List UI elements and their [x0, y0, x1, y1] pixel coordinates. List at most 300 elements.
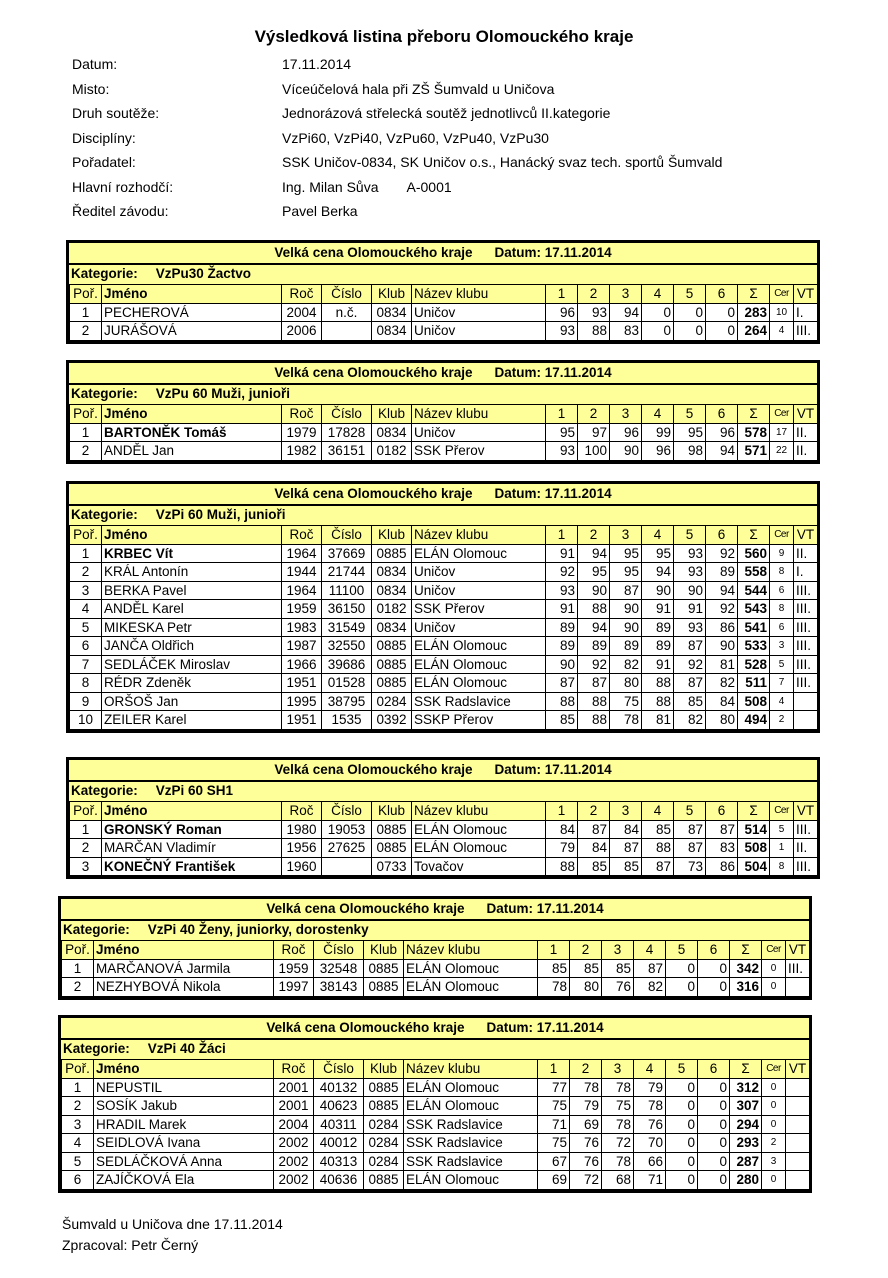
cell-s5: 73 [674, 857, 706, 876]
column-header-year: Roč [282, 405, 322, 424]
cell-s3: 89 [610, 637, 642, 656]
cell-s3: 83 [610, 322, 642, 341]
column-header-s3: 3 [610, 285, 642, 304]
cell-s3: 78 [602, 1152, 634, 1171]
cell-rank: 4 [70, 600, 102, 619]
info-label: Pořadatel: [72, 154, 136, 170]
results-table [61, 940, 810, 997]
cell-number: 40132 [314, 1078, 364, 1097]
cell-number: 17828 [322, 423, 372, 442]
cell-number: 40636 [314, 1171, 364, 1190]
cell-rank: 9 [70, 692, 102, 711]
cell-year: 2002 [274, 1134, 314, 1153]
footer-place-date: Šumvald u Uničova dne 17.11.2014 [62, 1216, 283, 1232]
cell-vt: III. [794, 618, 818, 637]
cell-name: KONEČNÝ František [102, 857, 282, 876]
cell-s5: 91 [674, 600, 706, 619]
cell-sum: 287 [730, 1152, 762, 1171]
cell-number: 40311 [314, 1115, 364, 1134]
cell-cer: 2 [770, 711, 794, 730]
table-row [70, 618, 818, 637]
column-header-rank: Poř. [62, 1060, 94, 1079]
column-header-number: Číslo [314, 1060, 364, 1079]
cell-year: 1960 [282, 857, 322, 876]
cell-rank: 5 [70, 618, 102, 637]
cell-number: 39686 [322, 655, 372, 674]
column-header-rank: Poř. [70, 526, 102, 545]
column-header-rank: Poř. [70, 285, 102, 304]
cell-vt: I. [794, 563, 818, 582]
cell-s4: 91 [642, 600, 674, 619]
cell-sum: 264 [738, 322, 770, 341]
cell-s6: 0 [698, 1115, 730, 1134]
cell-s5: 87 [674, 820, 706, 839]
cell-sum: 528 [738, 655, 770, 674]
cell-year: 1982 [282, 442, 322, 461]
cell-cer: 22 [770, 442, 794, 461]
block-date: Datum: 17.11.2014 [486, 1020, 604, 1035]
cell-s2: 87 [578, 674, 610, 693]
cell-cer: 6 [770, 618, 794, 637]
column-header-name: Jméno [94, 941, 274, 960]
cell-name: ZEILER Karel [102, 711, 282, 730]
column-header-s5: 5 [674, 285, 706, 304]
column-header-s2: 2 [570, 941, 602, 960]
cell-s6: 83 [706, 839, 738, 858]
block-heading [61, 899, 809, 919]
cell-s4: 79 [634, 1078, 666, 1097]
column-header-name: Jméno [102, 405, 282, 424]
cell-name: SEDLÁČEK Miroslav [102, 655, 282, 674]
cell-vt: III. [794, 857, 818, 876]
cell-club-name: ELÁN Olomouc [404, 1097, 538, 1116]
cell-s3: 85 [610, 857, 642, 876]
judge-name: Ing. Milan Sůva [282, 178, 379, 195]
cell-number: 36150 [322, 600, 372, 619]
cell-s4: 91 [642, 655, 674, 674]
cell-club: 0182 [372, 600, 412, 619]
cell-s3: 82 [610, 655, 642, 674]
cell-year: 1951 [282, 674, 322, 693]
cell-club: 0733 [372, 857, 412, 876]
column-header-s6: 6 [698, 1060, 730, 1079]
cell-year: 1951 [282, 711, 322, 730]
column-header-sum: Σ [738, 405, 770, 424]
block-heading [69, 363, 817, 383]
cell-vt: III. [794, 600, 818, 619]
cell-club: 0885 [372, 674, 412, 693]
cell-cer: 8 [770, 600, 794, 619]
cell-s3: 87 [610, 839, 642, 858]
column-header-year: Roč [274, 1060, 314, 1079]
column-header-sum: Σ [738, 526, 770, 545]
table-header-row [62, 1060, 810, 1079]
column-header-name: Jméno [102, 802, 282, 821]
cell-rank: 10 [70, 711, 102, 730]
cell-s5: 87 [674, 839, 706, 858]
table-header-row [70, 802, 818, 821]
cell-s2: 84 [578, 839, 610, 858]
cell-vt: II. [794, 423, 818, 442]
cell-s4: 87 [642, 857, 674, 876]
cell-s4: 0 [642, 322, 674, 341]
column-header-s5: 5 [674, 526, 706, 545]
cell-s2: 97 [578, 423, 610, 442]
column-header-number: Číslo [322, 405, 372, 424]
column-header-cer: Cer [770, 285, 794, 304]
cell-s6: 82 [706, 674, 738, 693]
column-header-year: Roč [282, 285, 322, 304]
column-header-name: Jméno [102, 285, 282, 304]
cell-number [322, 857, 372, 876]
results-table [69, 801, 818, 876]
column-header-sum: Σ [738, 285, 770, 304]
column-header-s4: 4 [634, 941, 666, 960]
column-header-club: Klub [372, 802, 412, 821]
cell-s4: 88 [642, 839, 674, 858]
cell-s4: 82 [634, 978, 666, 997]
cell-s1: 93 [546, 322, 578, 341]
results-block [66, 360, 820, 464]
cell-rank: 6 [70, 637, 102, 656]
cell-club: 0182 [372, 442, 412, 461]
cell-vt: III. [794, 581, 818, 600]
cell-club: 0834 [372, 618, 412, 637]
cell-s5: 0 [666, 959, 698, 978]
cell-cer: 0 [762, 1171, 786, 1190]
cell-cer: 3 [770, 637, 794, 656]
cell-club: 0284 [364, 1152, 404, 1171]
cell-rank: 1 [70, 544, 102, 563]
cell-s2: 78 [570, 1078, 602, 1097]
cell-s1: 85 [538, 959, 570, 978]
column-header-cer: Cer [762, 1060, 786, 1079]
cell-name: ZAJÍČKOVÁ Ela [94, 1171, 274, 1190]
cell-s3: 68 [602, 1171, 634, 1190]
cell-year: 2001 [274, 1078, 314, 1097]
cell-year: 2006 [282, 322, 322, 341]
block-heading [69, 484, 817, 504]
cell-club: 0885 [364, 1078, 404, 1097]
info-label: Hlavní rozhodčí: [72, 178, 174, 195]
cell-club: 0885 [372, 820, 412, 839]
cell-number: 40313 [314, 1152, 364, 1171]
column-header-club-name: Název klubu [404, 1060, 538, 1079]
cell-rank: 2 [70, 563, 102, 582]
block-date: Datum: 17.11.2014 [494, 486, 612, 501]
cell-sum: 533 [738, 637, 770, 656]
cell-s2: 85 [578, 857, 610, 876]
cell-club-name: ELÁN Olomouc [404, 1078, 538, 1097]
cell-rank: 6 [62, 1171, 94, 1190]
cell-rank: 5 [62, 1152, 94, 1171]
table-row [62, 1152, 810, 1171]
cell-club-name: Uničov [412, 423, 546, 442]
cell-s2: 95 [578, 563, 610, 582]
table-row [62, 1134, 810, 1153]
category-name: VzPi 40 Ženy, juniorky, dorostenky [147, 922, 369, 937]
cell-cer: 8 [770, 857, 794, 876]
block-title: Velká cena Olomouckého kraje [274, 762, 473, 777]
cell-cer: 0 [762, 978, 786, 997]
cell-s4: 71 [634, 1171, 666, 1190]
cell-s4: 88 [642, 692, 674, 711]
cell-s5: 0 [666, 1097, 698, 1116]
table-row [70, 600, 818, 619]
column-header-year: Roč [282, 802, 322, 821]
cell-club: 0834 [372, 563, 412, 582]
judge-license: A-0001 [406, 178, 452, 195]
table-row [70, 839, 818, 858]
cell-s3: 80 [610, 674, 642, 693]
cell-s3: 90 [610, 442, 642, 461]
column-header-s5: 5 [666, 941, 698, 960]
cell-rank: 2 [70, 442, 102, 461]
cell-s6: 86 [706, 857, 738, 876]
cell-vt [786, 1171, 810, 1190]
cell-s5: 0 [666, 1134, 698, 1153]
cell-name: NEZHYBOVÁ Nikola [94, 978, 274, 997]
results-block [58, 896, 812, 1000]
results-block [66, 757, 820, 879]
cell-number: 32548 [314, 959, 364, 978]
cell-number: 40623 [314, 1097, 364, 1116]
column-header-s1: 1 [546, 526, 578, 545]
cell-s1: 93 [546, 581, 578, 600]
block-title: Velká cena Olomouckého kraje [274, 245, 473, 260]
cell-sum: 558 [738, 563, 770, 582]
cell-vt: III. [794, 674, 818, 693]
table-row [62, 1171, 810, 1190]
cell-year: 2002 [274, 1152, 314, 1171]
column-header-vt: VT [786, 941, 810, 960]
cell-s2: 88 [578, 322, 610, 341]
cell-vt: II. [794, 839, 818, 858]
cell-year: 1980 [282, 820, 322, 839]
table-row [70, 820, 818, 839]
block-title: Velká cena Olomouckého kraje [266, 1020, 465, 1035]
cell-year: 1959 [282, 600, 322, 619]
column-header-vt: VT [794, 802, 818, 821]
cell-s5: 93 [674, 544, 706, 563]
cell-s1: 71 [538, 1115, 570, 1134]
column-header-s4: 4 [642, 405, 674, 424]
block-heading [69, 760, 817, 780]
cell-year: 1964 [282, 544, 322, 563]
cell-club-name: Uničov [412, 322, 546, 341]
column-header-s6: 6 [706, 405, 738, 424]
category-row [61, 1038, 809, 1059]
cell-rank: 1 [70, 820, 102, 839]
cell-s4: 70 [634, 1134, 666, 1153]
column-header-sum: Σ [738, 802, 770, 821]
cell-sum: 508 [738, 839, 770, 858]
cell-name: JANČA Oldřich [102, 637, 282, 656]
cell-s2: 85 [570, 959, 602, 978]
table-row [62, 978, 810, 997]
column-header-rank: Poř. [70, 802, 102, 821]
results-block [66, 240, 820, 344]
cell-s2: 89 [578, 637, 610, 656]
cell-s6: 0 [698, 1171, 730, 1190]
category-row [61, 919, 809, 940]
cell-year: 1959 [274, 959, 314, 978]
cell-club: 0834 [372, 303, 412, 322]
cell-cer: 17 [770, 423, 794, 442]
cell-cer: 8 [770, 563, 794, 582]
column-header-year: Roč [274, 941, 314, 960]
cell-vt: III. [786, 959, 810, 978]
column-header-s1: 1 [546, 285, 578, 304]
cell-s1: 77 [538, 1078, 570, 1097]
category-name: VzPi 60 SH1 [155, 783, 234, 798]
cell-sum: 508 [738, 692, 770, 711]
cell-sum: 316 [730, 978, 762, 997]
info-value: Jednorázová střelecká soutěž jednotlivců II.kategorie [282, 105, 611, 121]
cell-club-name: ELÁN Olomouc [412, 674, 546, 693]
cell-rank: 1 [62, 959, 94, 978]
cell-s4: 89 [642, 618, 674, 637]
cell-s1: 75 [538, 1134, 570, 1153]
cell-club: 0885 [364, 978, 404, 997]
cell-sum: 543 [738, 600, 770, 619]
category-row [69, 383, 817, 404]
cell-s4: 85 [642, 820, 674, 839]
cell-number: 11100 [322, 581, 372, 600]
cell-vt [786, 1115, 810, 1134]
cell-club-name: Uničov [412, 303, 546, 322]
cell-club-name: ELÁN Olomouc [404, 959, 538, 978]
info-label: Disciplíny: [72, 129, 136, 146]
cell-cer: 5 [770, 655, 794, 674]
column-header-s4: 4 [642, 526, 674, 545]
column-header-s4: 4 [634, 1060, 666, 1079]
cell-s2: 88 [578, 600, 610, 619]
table-row [70, 563, 818, 582]
cell-sum: 514 [738, 820, 770, 839]
cell-s2: 69 [570, 1115, 602, 1134]
cell-sum: 280 [730, 1171, 762, 1190]
column-header-club-name: Název klubu [412, 802, 546, 821]
block-heading [69, 243, 817, 263]
cell-s5: 98 [674, 442, 706, 461]
cell-s5: 95 [674, 423, 706, 442]
cell-vt: I. [794, 303, 818, 322]
footer-processed-by: Zpracoval: Petr Černý [62, 1237, 199, 1253]
column-header-s3: 3 [602, 1060, 634, 1079]
column-header-s6: 6 [706, 526, 738, 545]
cell-s2: 94 [578, 544, 610, 563]
column-header-number: Číslo [322, 802, 372, 821]
cell-s5: 90 [674, 581, 706, 600]
cell-s5: 87 [674, 637, 706, 656]
column-header-s2: 2 [578, 405, 610, 424]
cell-rank: 2 [70, 839, 102, 858]
table-row [70, 637, 818, 656]
cell-s5: 0 [666, 1115, 698, 1134]
table-row [70, 442, 818, 461]
cell-cer: 5 [770, 820, 794, 839]
cell-name: MIKESKA Petr [102, 618, 282, 637]
cell-s6: 0 [698, 1078, 730, 1097]
cell-club-name: Uničov [412, 618, 546, 637]
cell-number: 37669 [322, 544, 372, 563]
cell-rank: 8 [70, 674, 102, 693]
cell-s5: 0 [666, 1152, 698, 1171]
cell-club: 0885 [364, 1097, 404, 1116]
column-header-club: Klub [372, 285, 412, 304]
cell-sum: 293 [730, 1134, 762, 1153]
cell-vt [786, 1078, 810, 1097]
cell-s3: 94 [610, 303, 642, 322]
cell-number: 36151 [322, 442, 372, 461]
cell-rank: 3 [62, 1115, 94, 1134]
cell-s3: 72 [602, 1134, 634, 1153]
cell-cer: 0 [762, 1097, 786, 1116]
cell-s3: 95 [610, 544, 642, 563]
cell-s1: 91 [546, 544, 578, 563]
cell-s6: 94 [706, 442, 738, 461]
block-title: Velká cena Olomouckého kraje [266, 901, 465, 916]
column-header-club-name: Název klubu [404, 941, 538, 960]
info-value: SSK Uničov-0834, SK Uničov o.s., Hanácký svaz tech. sportů Šumvald [282, 154, 723, 170]
cell-name: MARČAN Vladimír [102, 839, 282, 858]
cell-s6: 96 [706, 423, 738, 442]
cell-number [322, 322, 372, 341]
cell-number: 40012 [314, 1134, 364, 1153]
cell-s3: 75 [602, 1097, 634, 1116]
cell-s4: 94 [642, 563, 674, 582]
cell-s2: 93 [578, 303, 610, 322]
cell-cer: 0 [762, 959, 786, 978]
block-date: Datum: 17.11.2014 [494, 762, 612, 777]
column-header-s5: 5 [666, 1060, 698, 1079]
column-header-sum: Σ [730, 1060, 762, 1079]
cell-club-name: ELÁN Olomouc [404, 978, 538, 997]
cell-vt: III. [794, 655, 818, 674]
cell-club: 0885 [372, 544, 412, 563]
table-row [62, 1078, 810, 1097]
column-header-s6: 6 [706, 285, 738, 304]
column-header-vt: VT [794, 405, 818, 424]
cell-club-name: SSK Radslavice [404, 1134, 538, 1153]
cell-vt: III. [794, 322, 818, 341]
cell-year: 2004 [274, 1115, 314, 1134]
cell-vt [786, 1097, 810, 1116]
column-header-s5: 5 [674, 802, 706, 821]
cell-club: 0885 [364, 959, 404, 978]
cell-s1: 84 [546, 820, 578, 839]
cell-sum: 578 [738, 423, 770, 442]
cell-s6: 87 [706, 820, 738, 839]
column-header-number: Číslo [322, 285, 372, 304]
cell-cer: 9 [770, 544, 794, 563]
column-header-s1: 1 [538, 941, 570, 960]
cell-sum: 294 [730, 1115, 762, 1134]
cell-s6: 0 [698, 1152, 730, 1171]
column-header-name: Jméno [102, 526, 282, 545]
column-header-s3: 3 [610, 802, 642, 821]
column-header-club: Klub [364, 1060, 404, 1079]
cell-s4: 89 [642, 637, 674, 656]
cell-s6: 94 [706, 581, 738, 600]
cell-number: 1535 [322, 711, 372, 730]
page-title: Výsledková listina přeboru Olomouckého kraje [254, 27, 634, 46]
cell-cer: 4 [770, 692, 794, 711]
table-header-row [70, 285, 818, 304]
cell-year: 1944 [282, 563, 322, 582]
results-table [69, 404, 818, 461]
